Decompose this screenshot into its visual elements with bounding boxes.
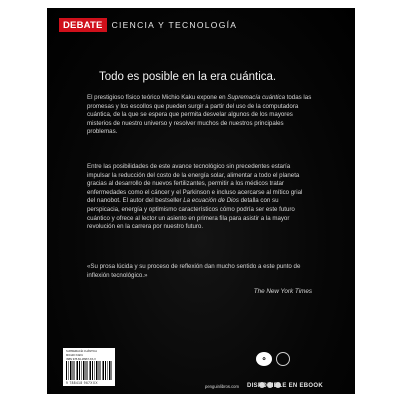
paragraph-text: El prestigioso físico teórico Michio Kaku expone en [87,94,228,101]
review-quote [87,263,312,280]
certification-icon [276,352,290,366]
barcode-title: SUPREMACÍA CUÁNTICA [66,350,97,353]
paragraph-text: Entre las posibilidades de este avance tecnológico sin precedentes estaría impulsar la reducción del costo de la energía solar, alimentar a todo el planeta gracias al desarrollo de nuevos fertilizantes, permitir a los médicos tratar enfermedades como el cáncer y el Parkinson e incluso acercarse al mítico grial del nanobot. El autor del bestseller [87,163,303,205]
cover-header [59,18,237,32]
book-back-cover [47,8,355,394]
description-paragraph-1 [87,94,312,137]
collection-label: CIENCIA Y TECNOLOGÍA [111,20,238,30]
quote-source: The New York Times [253,288,312,295]
paragraph-text: todas las promesas y los escollos que pueden surgir a partir del uso de la computadora cuántica, de la que se espera que permita desvelar algunos de los mayores misterios de nuestro universo y resolver muchos de nuestros principales problemas. [87,94,312,136]
description-paragraph-2 [87,163,312,232]
publisher-logo: DEBATE [59,18,107,32]
paragraph-text: detalla con su perspicacia, energía y optimismo característicos cómo podría ser este futuro cuántico y ofrece al lector un asiento en primera fila para asistir a la mayor revolución en la carrera por nuestro futuro. [87,197,295,231]
barcode-digits: 9 788418 967XXX [66,381,98,385]
barcode-isbn: ISBN 978-84-18967-XX-X [66,358,96,361]
book-title-italic: Supremacía cuántica [227,94,285,101]
barcode-author: MICHIO KAKU [66,353,84,357]
paragraph-text: «Su prosa lúcida y su proceso de reflexión dan mucho sentido a este punto de inflexión tecnológico.» [87,263,301,279]
book-title-italic: La ecuación de Dios [183,197,239,205]
eco-label-icon: ♻ [256,352,272,366]
barcode-label [63,348,115,386]
barcode-icon [66,361,112,380]
tagline: Todo es posible en la era cuántica. [99,71,277,83]
ebook-availability: DISPONIBLE EN EBOOK [246,383,323,389]
publisher-website: penguinlibros.com [205,384,239,389]
